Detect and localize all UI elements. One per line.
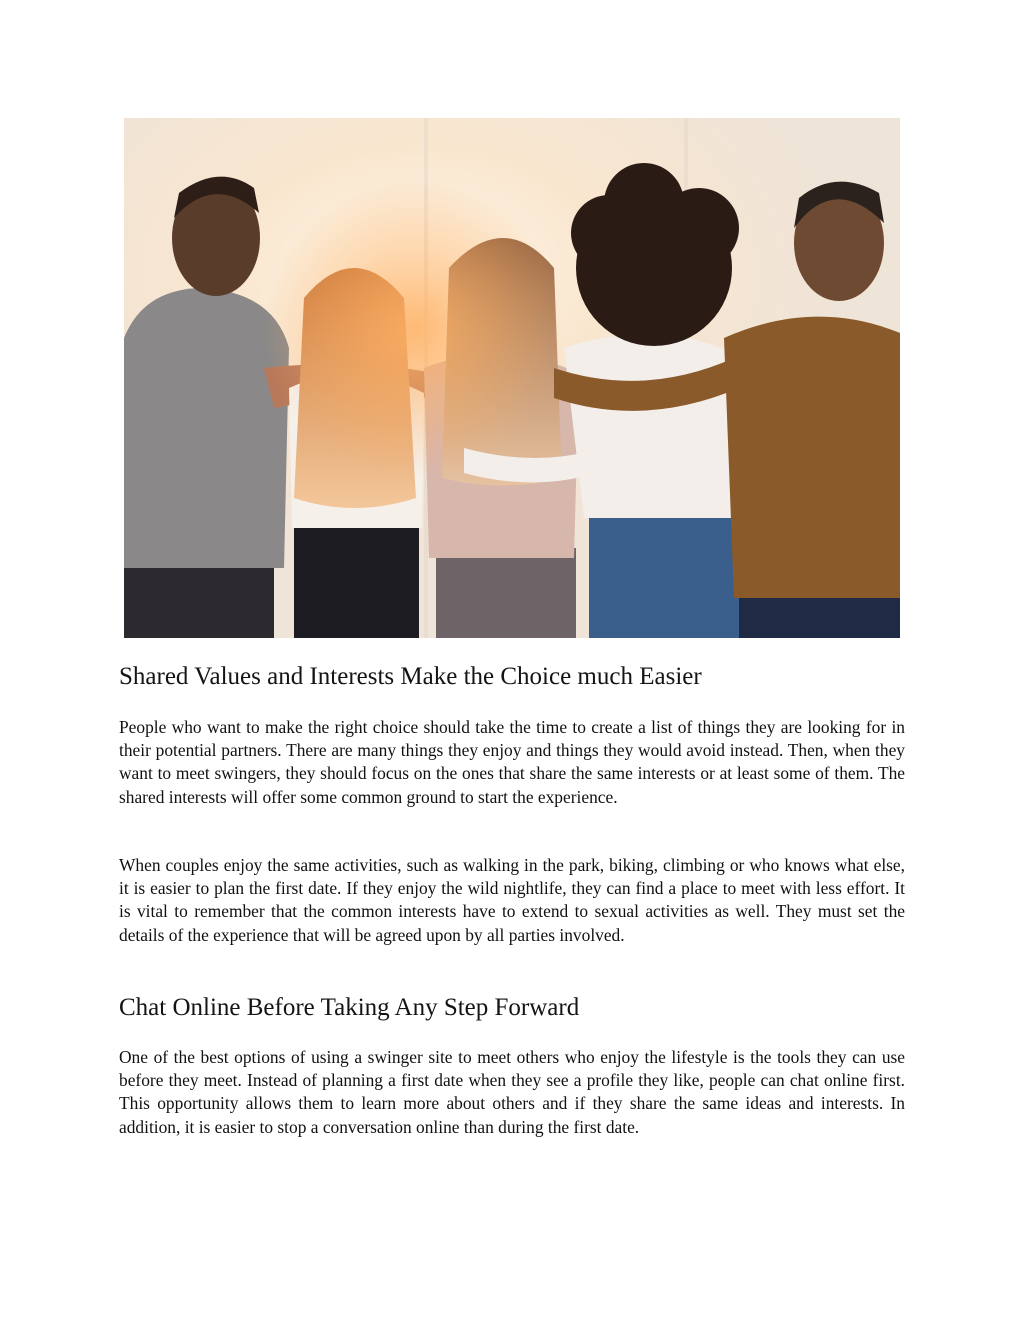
section-heading: Shared Values and Interests Make the Choice much Easier xyxy=(119,663,702,690)
paragraph: One of the best options of using a swinger site to meet others who enjoy the lifestyle is the tools they can use before they meet. Instead of planning a first date when they see a profile they like, people can chat online first. This opportunity allows them to learn more about others and if they share the same ideas and interests. In addition, it is easier to stop a conversation online than during the first date. xyxy=(119,1047,905,1137)
group-photo xyxy=(124,118,900,638)
section-heading: Chat Online Before Taking Any Step Forward xyxy=(119,994,580,1021)
group-photo-illustration xyxy=(124,118,900,638)
paragraph: When couples enjoy the same activities, such as walking in the park, biking, climbing or who knows what else, it is easier to plan the first date. If they enjoy the wild nightlife, they can find a place to meet with less effort. It is vital to remember that the common interests have to extend to sexual activities as well. They must set the details of the experience that will be agreed upon by all parties involved. xyxy=(119,855,905,945)
paragraph: People who want to make the right choice should take the time to create a list of things they are looking for in their potential partners. There are many things they enjoy and things they would avoid instead. Then, when they want to meet swingers, they should focus on the ones that share the same interests or at least some of them. The shared interests will offer some common ground to start the experience. xyxy=(119,717,905,807)
